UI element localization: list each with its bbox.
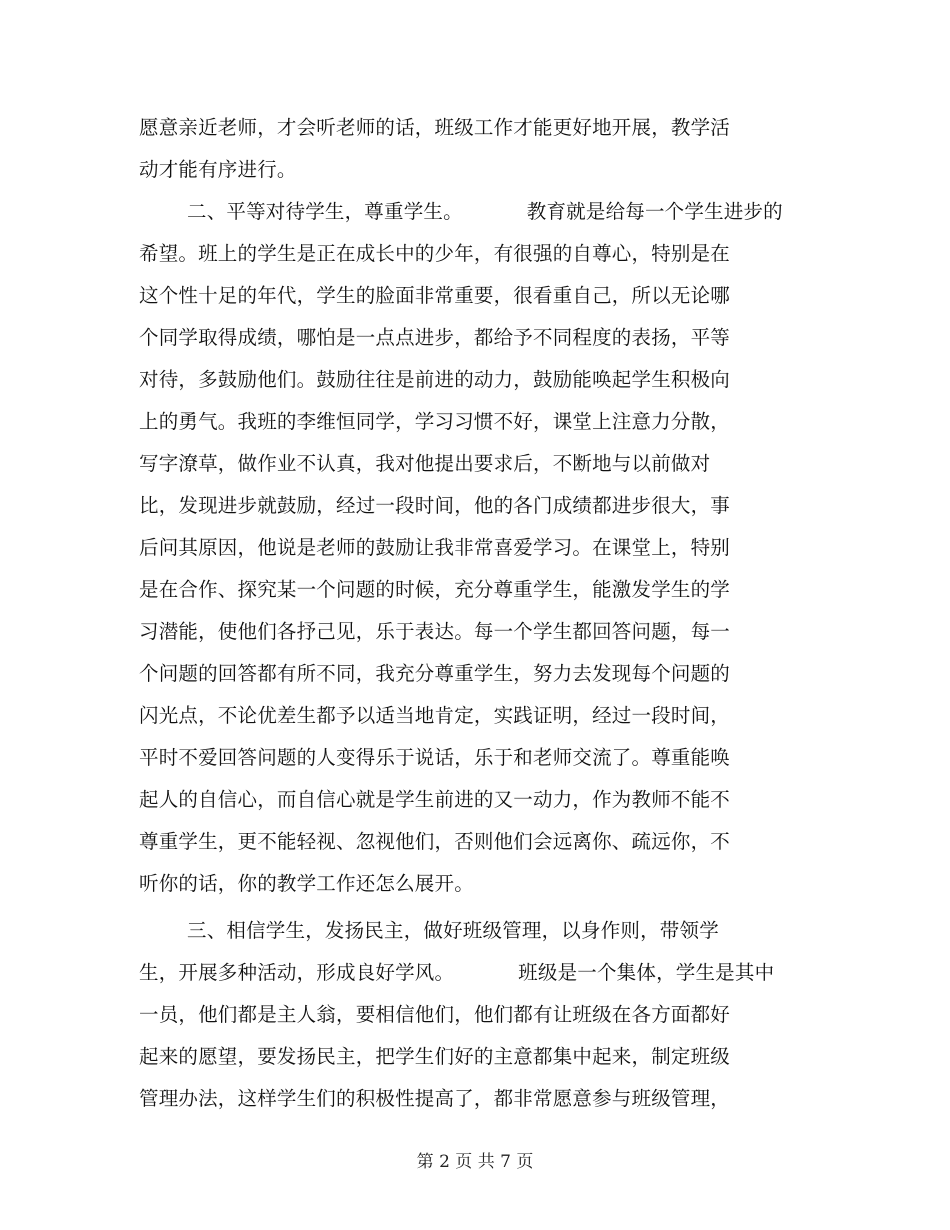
text-line: 平时不爱回答问题的人变得乐于说话，乐于和老师交流了。尊重能唤 [139, 746, 731, 769]
text-line: 希望。班上的学生是正在成长中的少年，有很强的自尊心，特别是在 [139, 242, 731, 265]
page-number-footer: 第 2 页 共 7 页 [416, 1152, 534, 1172]
text-line: 后问其原因，他说是老师的鼓励让我非常喜爱学习。在课堂上，特别 [139, 536, 731, 559]
text-line: 习潜能，使他们各抒己见，乐于表达。每一个学生都回答问题，每一 [139, 620, 731, 643]
section-heading-line: 三、相信学生，发扬民主，做好班级管理，以身作则，带领学 [187, 919, 719, 942]
text-line: 闪光点，不论优差生都予以适当地肯定，实践证明，经过一段时间， [139, 704, 731, 727]
text-line: 起来的愿望，要发扬民主，把学生们好的主意都集中起来，制定班级 [139, 1045, 731, 1068]
text-line: 这个性十足的年代，学生的脸面非常重要，很看重自己，所以无论哪 [139, 284, 731, 307]
text-line: 是在合作、探究某一个问题的时候，充分尊重学生，能激发学生的学 [139, 578, 731, 601]
text-line: 听你的话，你的教学工作还怎么展开。 [139, 872, 474, 895]
text-line: 动才能有序进行。 [139, 158, 297, 181]
text-line: 管理办法，这样学生们的积极性提高了，都非常愿意参与班级管理， [139, 1087, 731, 1110]
text-line: 个同学取得成绩，哪怕是一点点进步，都给予不同程度的表扬，平等 [139, 326, 731, 349]
text-line: 个问题的回答都有所不同，我充分尊重学生，努力去发现每个问题的 [139, 662, 731, 685]
text-line: 一员，他们都是主人翁，要相信他们，他们都有让班级在各方面都好 [139, 1003, 731, 1026]
text-line: 对待，多鼓励他们。鼓励往往是前进的动力，鼓励能唤起学生积极向 [139, 368, 731, 391]
text-line: 写字潦草，做作业不认真，我对他提出要求后，不断地与以前做对 [139, 452, 711, 475]
section-heading-line: 二、平等对待学生，尊重学生。 教育就是给每一个学生进步的 [187, 200, 783, 223]
text-line: 尊重学生，更不能轻视、忽视他们，否则他们会远离你、疏远你，不 [139, 830, 731, 853]
text-line: 生，开展多种活动，形成良好学风。 班级是一个集体，学生是其中 [139, 961, 775, 984]
text-line: 上的勇气。我班的李维恒同学，学习习惯不好，课堂上注意力分散， [139, 410, 731, 433]
text-line: 比，发现进步就鼓励，经过一段时间，他的各门成绩都进步很大，事 [139, 494, 731, 517]
text-line: 起人的自信心，而自信心就是学生前进的又一动力，作为教师不能不 [139, 788, 731, 811]
text-line: 愿意亲近老师，才会听老师的话，班级工作才能更好地开展，教学活 [139, 116, 731, 139]
